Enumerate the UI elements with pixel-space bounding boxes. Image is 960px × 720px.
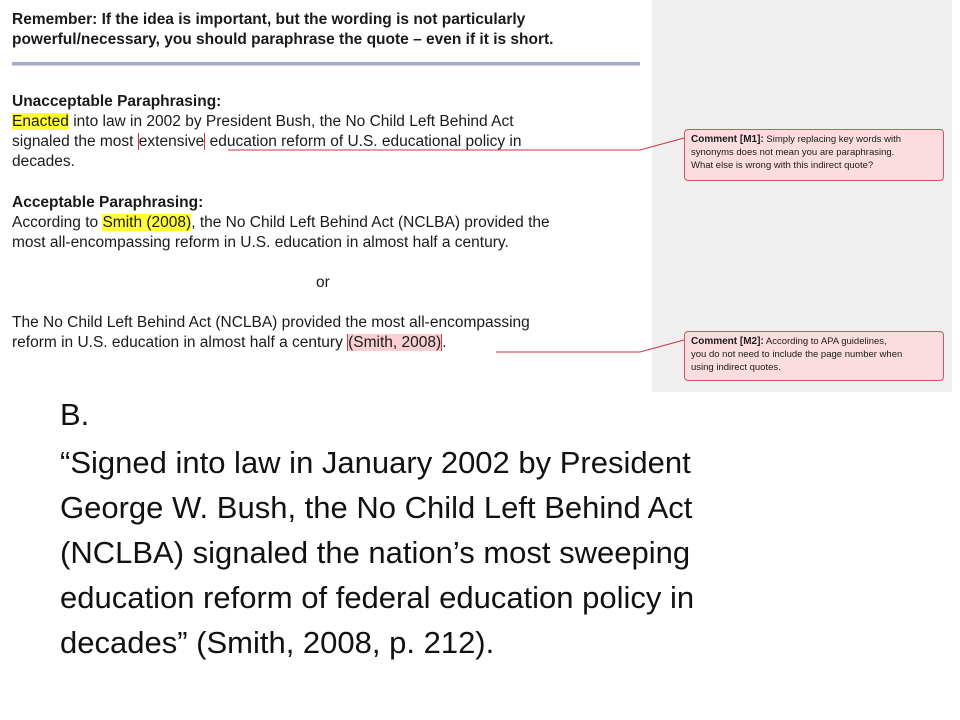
comment-m2-text-1: According to APA guidelines, — [763, 336, 887, 347]
quote-line-2: George W. Bush, the No Child Left Behind Act — [60, 490, 693, 525]
reminder-line-2: powerful/necessary, you should paraphrase the quote – even if it is short. — [12, 31, 554, 48]
alternative-line-2 — [12, 333, 447, 353]
unacceptable-line-1 — [12, 112, 514, 132]
comment-m2-line-1 — [691, 335, 937, 348]
comment-m2-label: Comment [M2]: — [691, 336, 764, 347]
alternative-line-1: The No Child Left Behind Act (NCLBA) provided the most all-encompassing — [12, 314, 530, 331]
unacceptable-heading: Unacceptable Paraphrasing: — [12, 93, 222, 110]
acceptable-line-1-end: , the No Child Left Behind Act (NCLBA) provided the — [191, 214, 550, 231]
comment-m1-line-1 — [691, 133, 937, 146]
acceptable-line-1-start: According to — [12, 214, 103, 231]
section-divider — [12, 62, 640, 66]
comment-m2-line-2: you do not need to include the page number when — [691, 349, 903, 360]
acceptable-line-1 — [12, 213, 550, 233]
or-separator: or — [316, 274, 330, 291]
quote-line-1: “Signed into law in January 2002 by President — [60, 445, 691, 480]
comment-anchor-m2[interactable]: (Smith, 2008) — [348, 334, 442, 351]
highlighted-citation: Smith (2008) — [102, 214, 192, 231]
comment-anchor-m1[interactable]: extensive — [138, 133, 205, 150]
quote-line-4: education reform of federal education policy in — [60, 580, 695, 615]
alternative-line-2-start: reform in U.S. education in almost half a century — [12, 334, 348, 351]
alternative-line-2-end: . — [442, 334, 447, 351]
unacceptable-line-2-start: signaled the most — [12, 133, 138, 150]
slide-label: B. — [60, 397, 90, 432]
unacceptable-line-2 — [12, 132, 521, 152]
quote-line-5: decades” (Smith, 2008, p. 212). — [60, 625, 495, 660]
comment-m1-text-1: Simply replacing key words with — [763, 134, 902, 145]
comment-m1-line-2: synonyms does not mean you are paraphrasing. — [691, 147, 895, 158]
quote-line-3: (NCLBA) signaled the nation’s most sweeping — [60, 535, 691, 570]
unacceptable-line-3: decades. — [12, 153, 75, 170]
comment-m2[interactable] — [684, 331, 944, 381]
comment-m1[interactable] — [684, 129, 944, 181]
comment-m1-line-3: What else is wrong with this indirect quote? — [691, 160, 874, 171]
comment-m1-label: Comment [M1]: — [691, 134, 764, 145]
unacceptable-line-1-text: into law in 2002 by President Bush, the No Child Left Behind Act — [68, 113, 514, 130]
unacceptable-line-2-end: education reform of U.S. educational policy in — [205, 133, 522, 150]
acceptable-line-2: most all-encompassing reform in U.S. education in almost half a century. — [12, 234, 509, 251]
reminder-line-1: Remember: If the idea is important, but the wording is not particularly — [12, 11, 526, 28]
highlighted-word: Enacted — [12, 113, 69, 130]
comment-m2-line-3: using indirect quotes. — [691, 362, 781, 373]
acceptable-heading: Acceptable Paraphrasing: — [12, 194, 204, 211]
